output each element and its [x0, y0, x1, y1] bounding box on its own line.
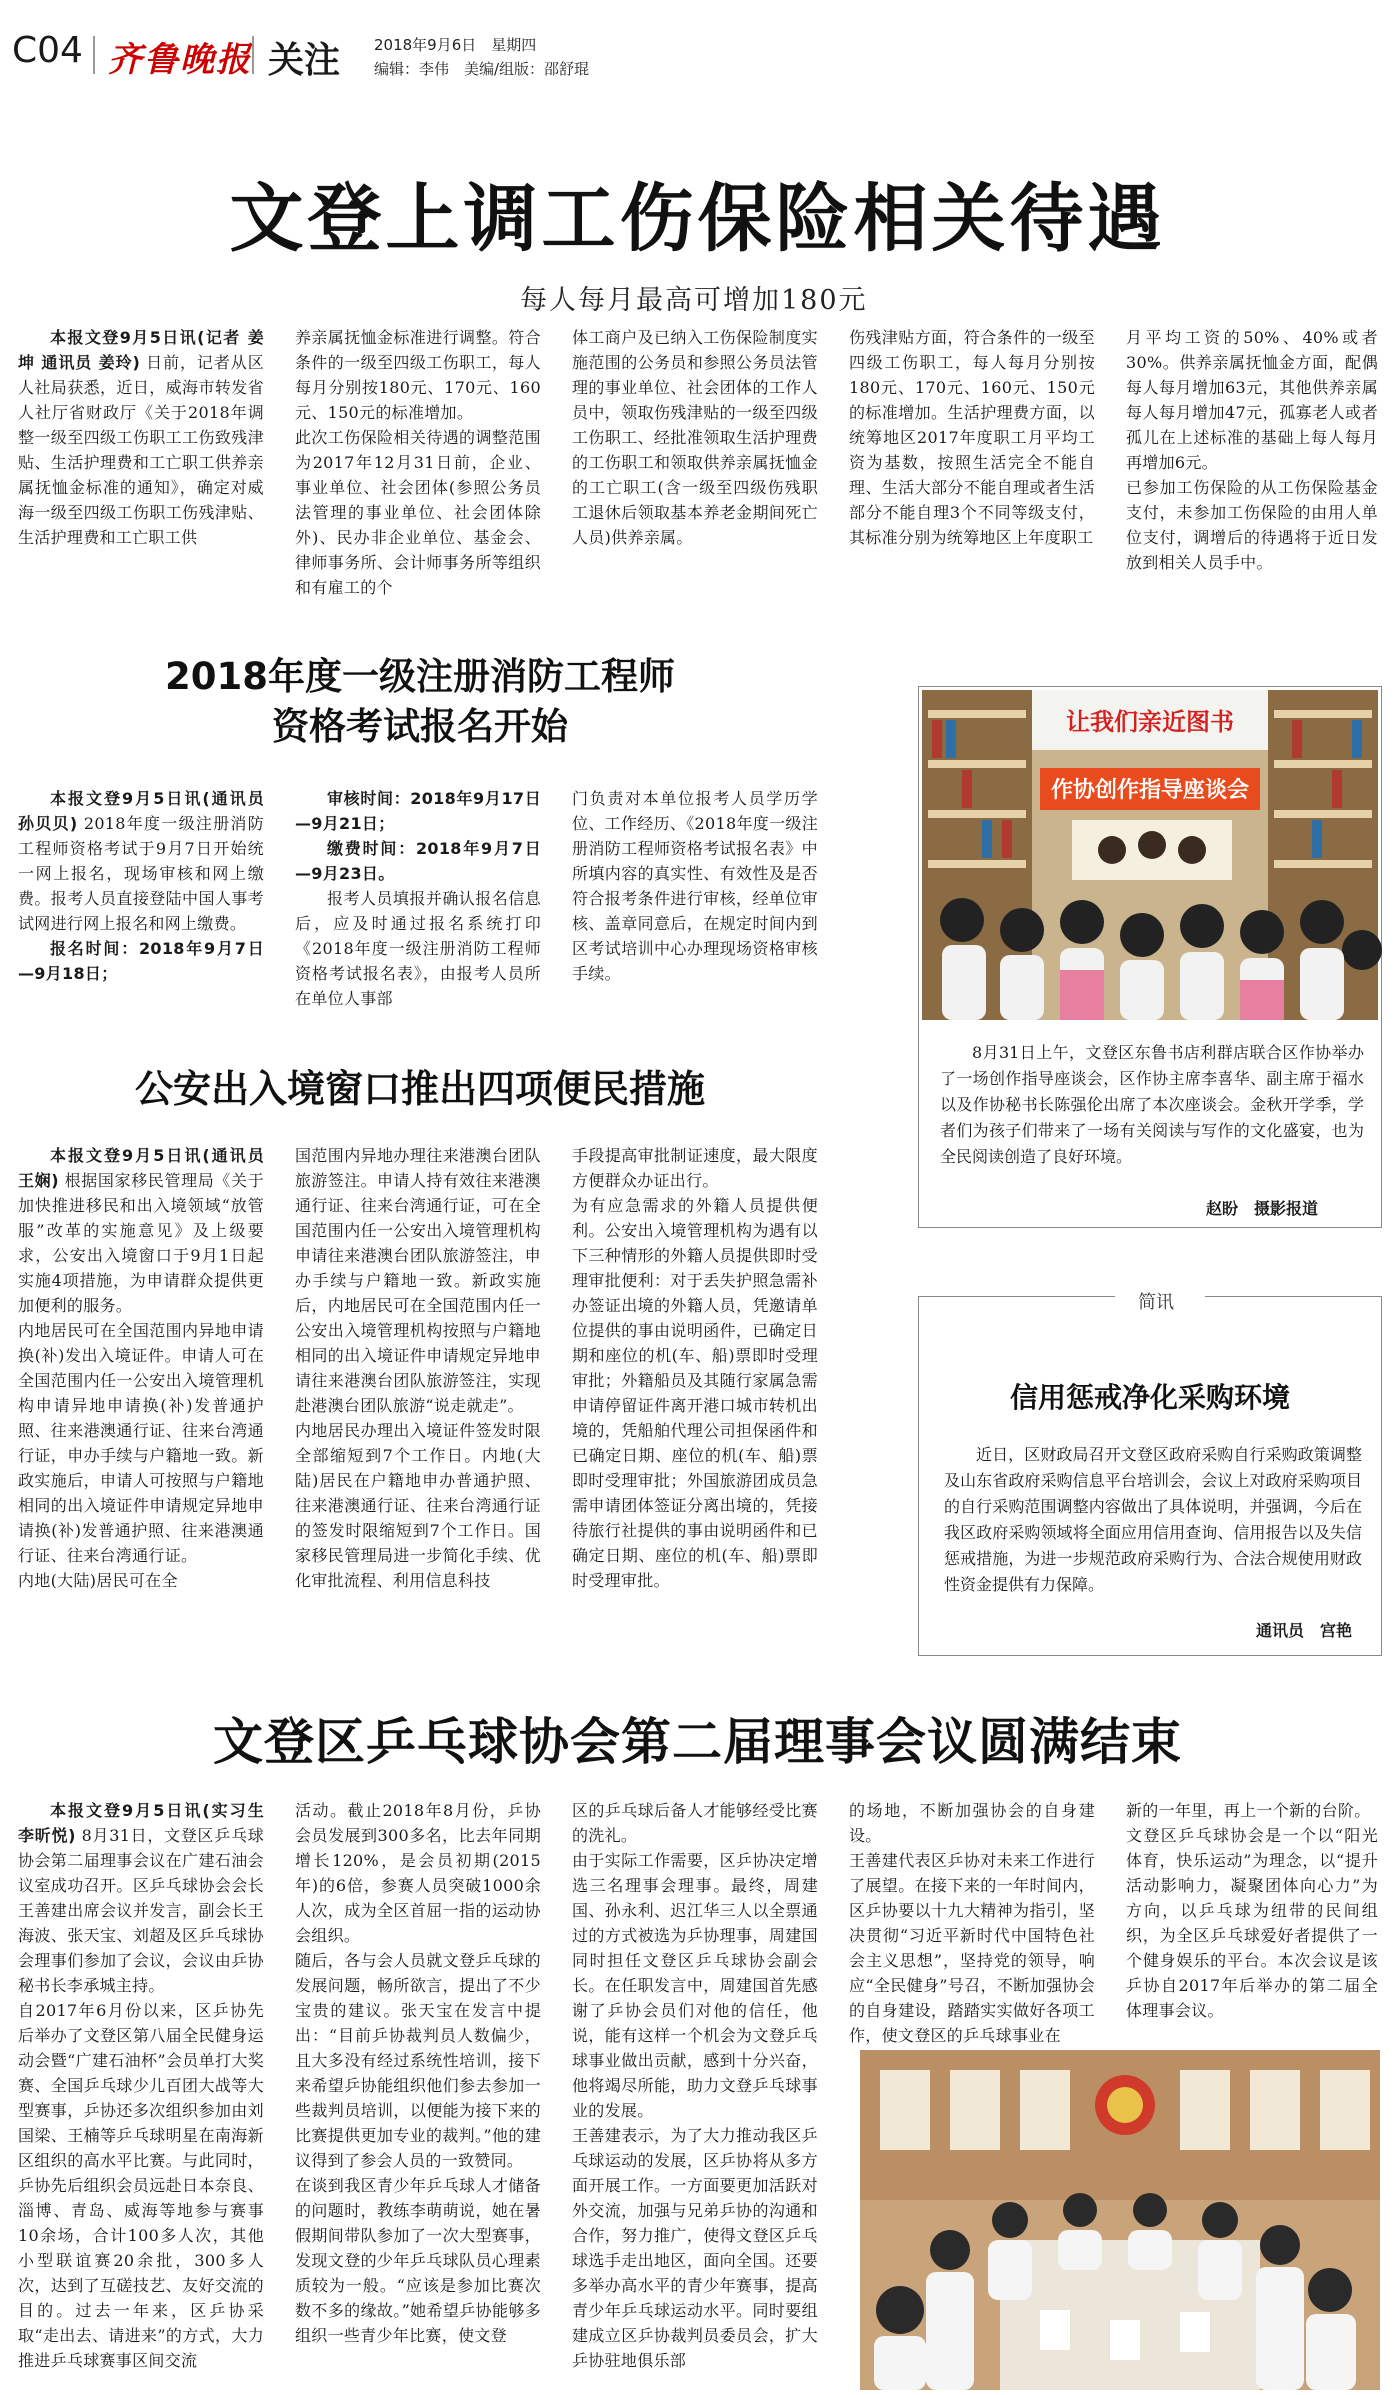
article2-col3: 门负责对本单位报考人员学历学位、工作经历、《2018年度一级注册消防工程师资格考试报名表》中所填内容的真实性、有效性及是否符合报考条件进行审核，经单位审核、盖章同意后，在规定时间内到区考试培训中心办理现场资格审核手续。 — [572, 789, 818, 983]
article1-col4: 伤残津贴方面，符合条件的一级至四级工伤职工，每人每月分别按180元、170元、160元、150元的标准增加。生活护理费方面，以统筹地区2017年度职工月平均工资为基数，按照生活完全不能自理、生活大部分不能自理或者生活部分不能自理3个不同等级支付，其标准分别为统筹地区上年度职工 — [849, 328, 1095, 547]
article4-text: 8月31日，文登区乒乓球协会第二届理事会议在广建石油会议室成功召开。区乒乓球协会会长王善建出席会议并发言，副会长王海波、张天宝、刘超及区乒乓球协会理事们参加了会议，会议由乒协秘书长李承城主持。 自2017年6月份以来，区乒协先后举办了文登区第八届全民健身运动会暨“广建石油杯”会员单打大奖赛、全国乒乓球少儿百团大战等大型赛事，乒协还多次组织参加由刘国梁、王楠等乒乓球明星在南海新区组织的高水平比赛。与此同时，乒协先后组织会员远赴日本奈良、淄博、青岛、威海等地参与赛事10余场，合计100多人次，其他小型联谊赛20余批，300多人次，达到了互磋技艺、友好交流的目的。过去一年来，区乒协采取“走出去、请进来”的方式，大力推进乒乓球赛事区间交流 — [18, 1826, 265, 2370]
article4-col3: 区的乒乓球后备人才能够经受比赛的洗礼。 由于实际工作需要，区乒协决定增选三名理事会理事。最终，周建国、孙永利、迟江华三人以全票通过的方式被选为乒协理事，周建国同时担任文登区乒乓球协会副会长。在任职发言中，周建国首先感谢了乒协会员们对他的信任，他说，能有这样一个机会为文登乒乓球事业做出贡献，感到十分兴奋，他将竭尽所能，助力文登乒乓球事业的发展。 王善建表示，为了大力推动我区乒乓球运动的发展，区乒协将从多方面开展工作。一方面要更加活跃对外交流，加强与兄弟乒协的沟通和合作，努力推广，使得文登区乒乓球选手走出地区，面向全国。还要多举办高水平的青少年赛事，提高青少年乒乓球运动水平。同时要组建成立区乒协裁判员委员会，扩大乒协驻地俱乐部 — [572, 1801, 818, 2370]
header-divider — [252, 36, 254, 74]
article2-title-line1: 2018年度一级注册消防工程师 — [165, 655, 675, 698]
article4-col5: 新的一年里，再上一个新的台阶。 文登区乒乓球协会是一个以“阳光体育，快乐运动”为理念，以“提升活动影响力，凝聚团体向心力”为方向，以乒乓球为纽带的民间组织，为全区乒乓球爱好者提供了一个健身娱乐的平台。本次会议是该乒协自2017年后举办的第二届全体理事会议。 — [1126, 1801, 1378, 2020]
article1-col3: 体工商户及已纳入工伤保险制度实施范围的公务员和参照公务员法管理的事业单位、社会团体的工作人员中，领取伤残津贴的一级至四级工伤职工、经批准领取生活护理费的工伤职工和领取供养亲属抚恤金的工亡职工(含一级至四级伤残职工退休后领取基本养老金期间死亡人员)供养亲属。 — [572, 328, 818, 547]
brief-credit: 通讯员 宫艳 — [1256, 1621, 1353, 1640]
article1-col1 — [18, 325, 264, 605]
article1-col2: 养亲属抚恤金标准进行调整。符合条件的一级至四级工伤职工，每人每月分别按180元、170元、160元、150元的标准增加。 此次工伤保险相关待遇的调整范围为2017年12月31日前，企业、事业单位、社会团体(参照公务员法管理的事业单位、社会团体除外)、民办非企业单位、基金会、律师事务所、会计师事务所等组织和有雇工的个 — [295, 328, 541, 597]
photo-sign-text: 作协创作指导座谈会 — [1050, 778, 1250, 803]
article4-title: 文登区乒乓球协会第二届理事会议圆满结束 — [213, 1713, 1182, 1771]
issue-date: 2018年9月6日 星期四 — [374, 36, 537, 54]
article2-col2 — [295, 786, 541, 1008]
header-divider — [93, 36, 95, 74]
photo-banner-text: 让我们亲近图书 — [1066, 708, 1234, 736]
article1-subtitle: 每人每月最高可增加180元 — [520, 285, 868, 316]
bookstore-photo — [922, 690, 1378, 1020]
page-number: C04 — [12, 30, 83, 71]
article1-col5: 月平均工资的50%、40%或者30%。供养亲属抚恤金方面，配偶每人每月增加63元，其他供养亲属每人每月增加47元，孤寡老人或者孤儿在上述标准的基础上每人每月再增加6元。 已参加工伤保险的从工伤保险基金支付，未参加工伤保险的由用人单位支付，调增后的待遇将于近日发放到相关人员手中。 — [1126, 328, 1378, 572]
article3-lead: 本报文登9月5日讯(通讯员 王娴) — [18, 1146, 264, 1190]
section-name: 关注 — [268, 40, 341, 81]
photo1-credit: 赵盼 摄影报道 — [1206, 1199, 1319, 1218]
article4-col1 — [18, 1798, 264, 2392]
article2-pay-time: 缴费时间：2018年9月7日—9月23日。 — [295, 839, 541, 883]
article2-title-line2: 资格考试报名开始 — [272, 705, 568, 748]
article2-reg-time: 报名时间：2018年9月7日—9月18日； — [18, 939, 264, 983]
newspaper-logo: 齐鲁晚报 — [108, 40, 252, 80]
article2-lead: 本报文登9月5日讯(通讯员 孙贝贝) — [18, 789, 264, 833]
photo1-caption: 8月31日上午，文登区东鲁书店利群店联合区作协举办了一场创作指导座谈会，区作协主席李喜华、副主席于福水以及作协秘书长陈强伦出席了本次座谈会。金秋开学季，学者们为孩子们带来了一场有关阅读与写作的文化盛宴，也为全民阅读创造了良好环境。 — [940, 1043, 1364, 1166]
article3-col3: 手段提高审批制证速度，最大限度方便群众办证出行。 为有应急需求的外籍人员提供便利。公安出入境管理机构为遇有以下三种情形的外籍人员提供即时受理审批便利：对于丢失护照急需补办签证出境的外籍人员，凭邀请单位提供的事由说明函件，已确定日期和座位的机(车、船)票即时受理审批；外籍船员及其随行家属急需申请停留证件离开港口城市转机出境的，凭船舶代理公司担保函件和已确定日期、座位的机(车、船)票即时受理审批；外国旅游团成员急需申请团体签证分离出境的，凭接待旅行社提供的事由说明函件和已确定日期、座位的机(车、船)票即时受理审批。 — [572, 1146, 818, 1590]
brief-tab-label: 简讯 — [1138, 1292, 1174, 1313]
meeting-photo — [860, 2050, 1380, 2390]
article3-text: 根据国家移民管理局《关于加快推进移民和出入境领域“放管服”改革的实施意见》及上级要求，公安出入境窗口于9月1日起实施4项措施，为申请群众提供更加便利的服务。 内地居民可在全国范围内异地申请换(补)发出入境证件。申请人可在全国范围内任一公安出入境管理机构申请异地申请换(补)发普通护照、往来港澳通行证、往来台湾通行证，申办手续与户籍地一致。新政实施后，申请人可按照与户籍地相同的出入境证件申请规定异地申请换(补)发普通护照、往来港澳通行证、往来台湾通行证。 内地(大陆)居民可在全 — [18, 1171, 264, 1590]
article1-text: 日前，记者从区人社局获悉，近日，威海市转发省人社厅省财政厅《关于2018年调整一级至四级工伤职工工伤致残津贴、生活护理费和工亡职工供养亲属抚恤金标准的通知》，确定对威海一级至四级工伤职工伤残津贴、生活护理费和工亡职工供 — [18, 353, 264, 547]
article1-title: 文登上调工伤保险相关待遇 — [229, 176, 1166, 262]
article2-review-time: 审核时间：2018年9月17日—9月21日； — [295, 789, 541, 833]
article4-col4: 的场地，不断加强协会的自身建设。 王善建代表区乒协对未来工作进行了展望。在接下来的一年时间内，区乒协要以十九大精神为指引，坚决贯彻“习近平新时代中国特色社会主义思想”，坚持党的领导，响应“全民健身”号召，不断加强协会的自身建设，踏踏实实做好各项工作，使文登区的乒乓球事业在 — [849, 1801, 1095, 2045]
article3-title: 公安出入境窗口推出四项便民措施 — [134, 1067, 705, 1111]
article4-col2: 活动。截止2018年8月份，乒协会员发展到300多名，比去年同期增长120%，是会员初期(2015年)的6倍，参赛人员突破1000余人次，成为全区首屈一指的运动协会组织。 随后，各与会人员就文登乒乓球的发展问题，畅所欲言，提出了不少宝贵的建议。张天宝在发言中提出：“目前乒协裁判员人数偏少，且大多没有经过系统性培训，接下来希望乒协能组织他们参去参加一些裁判员培训，以便能为接下来的比赛提供更加专业的裁判。”他的建议得到了参会人员的一致赞同。 在谈到我区青少年乒乓球人才储备的问题时，教练李萌萌说，她在暑假期间带队参加了一次大型赛事，发现文登的少年乒乓球队员心理素质较为一般。“应该是参加比赛次数不多的缘故。”她希望乒协能够多组织一些青少年比赛，使文登 — [295, 1801, 541, 2345]
editor-credits: 编辑：李伟 美编/组版：邵舒琨 — [374, 60, 590, 78]
article2-text: 2018年度一级注册消防工程师资格考试于9月7日开始统一网上报名，现场审核和网上缴费。报考人员直接登陆中国人事考试网进行网上报名和网上缴费。 — [18, 814, 265, 933]
article2-col1 — [18, 786, 264, 996]
article1-lead: 本报文登9月5日讯(记者 姜坤 通讯员 姜玲) — [18, 328, 264, 372]
article3-col2: 国范围内异地办理往来港澳台团队旅游签注。申请人持有效往来港澳通行证、往来台湾通行证，可在全国范围内任一公安出入境管理机构申请往来港澳台团队旅游签注，申办手续与户籍地一致。新政实施后，内地居民可在全国范围内任一公安出入境管理机构按照与户籍地相同的出入境证件申请规定异地申请往来港澳台团队旅游签注，实现赴港澳台团队旅游“说走就走”。 内地居民办理出入境证件签发时限全部缩短到7个工作日。内地(大陆)居民在户籍地申办普通护照、往来港澳通行证、往来台湾通行证的签发时限缩短到7个工作日。国家移民管理局进一步简化手续、优化审批流程、利用信息科技 — [295, 1146, 541, 1590]
brief-body: 近日，区财政局召开文登区政府采购自行采购政策调整及山东省政府采购信息平台培训会，会议上对政府采购项目的自行采购范围调整内容做出了具体说明，并强调，今后在我区政府采购领域将全面应用信用查询、信用报告以及失信惩戒措施，为进一步规范政府采购行为、合法合规使用财政性资金提供有力保障。 — [944, 1445, 1362, 1594]
article3-col1 — [18, 1143, 264, 1665]
brief-title: 信用惩戒净化采购环境 — [1009, 1381, 1290, 1414]
article2-text2: 报考人员填报并确认报名信息后，应及时通过报名系统打印《2018年度一级注册消防工程师资格考试报名表》，由报考人员所在单位人事部 — [295, 889, 541, 1008]
article4-lead: 本报文登9月5日讯(实习生 李昕悦) — [18, 1801, 264, 1845]
